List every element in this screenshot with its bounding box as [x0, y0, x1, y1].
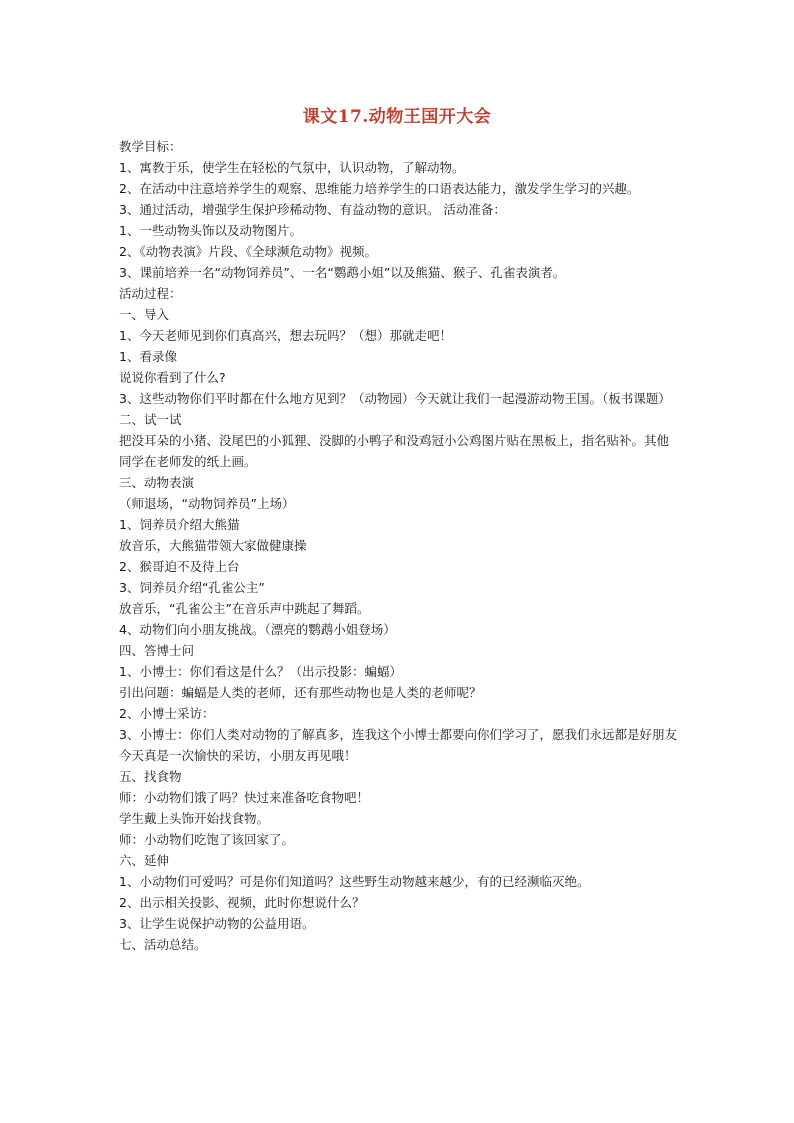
document-line: 四、答博士问 — [119, 643, 195, 658]
document-line: 2、《动物表演》片段、《全球濒危动物》视频。 — [119, 244, 377, 259]
document-line: 一、导入 — [119, 307, 170, 322]
document-line: 学生戴上头饰开始找食物。 — [119, 811, 270, 826]
document-line: 二、试一试 — [119, 412, 182, 427]
document-line: 七、活动总结。 — [119, 937, 207, 952]
document-line: 2、猴哥迫不及待上台 — [119, 559, 240, 574]
document-line: 1、寓教于乐，使学生在轻松的气氛中，认识动物，了解动物。 — [119, 160, 465, 175]
document-line: 五、找食物 — [119, 769, 182, 784]
document-line: 3、这些动物你们平时都在什么地方见到？（动物园）今天就让我们一起漫游动物王国。（板书课题） — [119, 391, 671, 406]
document-line: 1、今天老师见到你们真高兴，想去玩吗？（想）那就走吧！ — [119, 328, 452, 343]
document-line: 三、动物表演 — [119, 475, 195, 490]
document-line: 六、延伸 — [119, 853, 170, 868]
document-line: 3、课前培养一名“动物饲养员”、一名“鹦鹉小姐”以及熊猫、猴子、孔雀表演者。 — [119, 265, 566, 280]
document-line: 3、让学生说保护动物的公益用语。 — [119, 916, 315, 931]
document-title: 课文17.动物王国开大会 — [302, 107, 492, 127]
document-line: 把没耳朵的小猪、没尾巴的小狐狸、没脚的小鸭子和没鸡冠小公鸡图片贴在黑板上，指名贴补。其他同学在老师发的纸上画。 — [119, 433, 670, 469]
document-line: 教学目标： — [119, 139, 182, 154]
document-line: （师退场，“动物饲养员”上场） — [119, 496, 295, 511]
document-line: 说说你看到了什么? — [119, 370, 226, 385]
document-line: 活动过程： — [119, 286, 182, 301]
document-line: 1、饲养员介绍大熊猫 — [119, 517, 240, 532]
document-line: 1、一些动物头饰以及动物图片。 — [119, 223, 302, 238]
document-line: 师：小动物们吃饱了该回家了。 — [119, 832, 295, 847]
document-line: 2、小博士采访： — [119, 706, 215, 721]
document-body — [119, 136, 679, 955]
document-line: 师：小动物们饿了吗？快过来准备吃食物吧！ — [119, 790, 370, 805]
document-line: 放音乐，“孔雀公主”在音乐声中跳起了舞蹈。 — [119, 601, 370, 616]
document-line: 3、通过活动，增强学生保护珍稀动物、有益动物的意识。 活动准备： — [119, 202, 506, 217]
document-line: 1、小博士：你们看这是什么？（出示投影：蝙蝠） — [119, 664, 402, 679]
document-line: 2、在活动中注意培养学生的观察、思维能力培养学生的口语表达能力，激发学生学习的兴趣。 — [119, 181, 640, 196]
document-line: 3、饲养员介绍“孔雀公主” — [119, 580, 265, 595]
document-line: 4、动物们向小朋友挑战。（漂亮的鹦鹉小姐登场） — [119, 622, 396, 637]
document-line: 引出问题：蝙蝠是人类的老师，还有那些动物也是人类的老师呢？ — [119, 685, 482, 700]
document-line: 1、看录像 — [119, 349, 177, 364]
document-line: 放音乐，大熊猫带领大家做健康操 — [119, 538, 307, 553]
document-line: 1、小动物们可爱吗？可是你们知道吗？这些野生动物越来越少，有的已经濒临灭绝。 — [119, 874, 590, 889]
document-line: 2、出示相关投影、视频，此时你想说什么？ — [119, 895, 365, 910]
document-line: 3、小博士：你们人类对动物的了解真多，连我这个小博士都要向你们学习了，愿我们永远都是好朋友今天真是一次愉快的采访，小朋友再见哦！ — [119, 727, 677, 763]
